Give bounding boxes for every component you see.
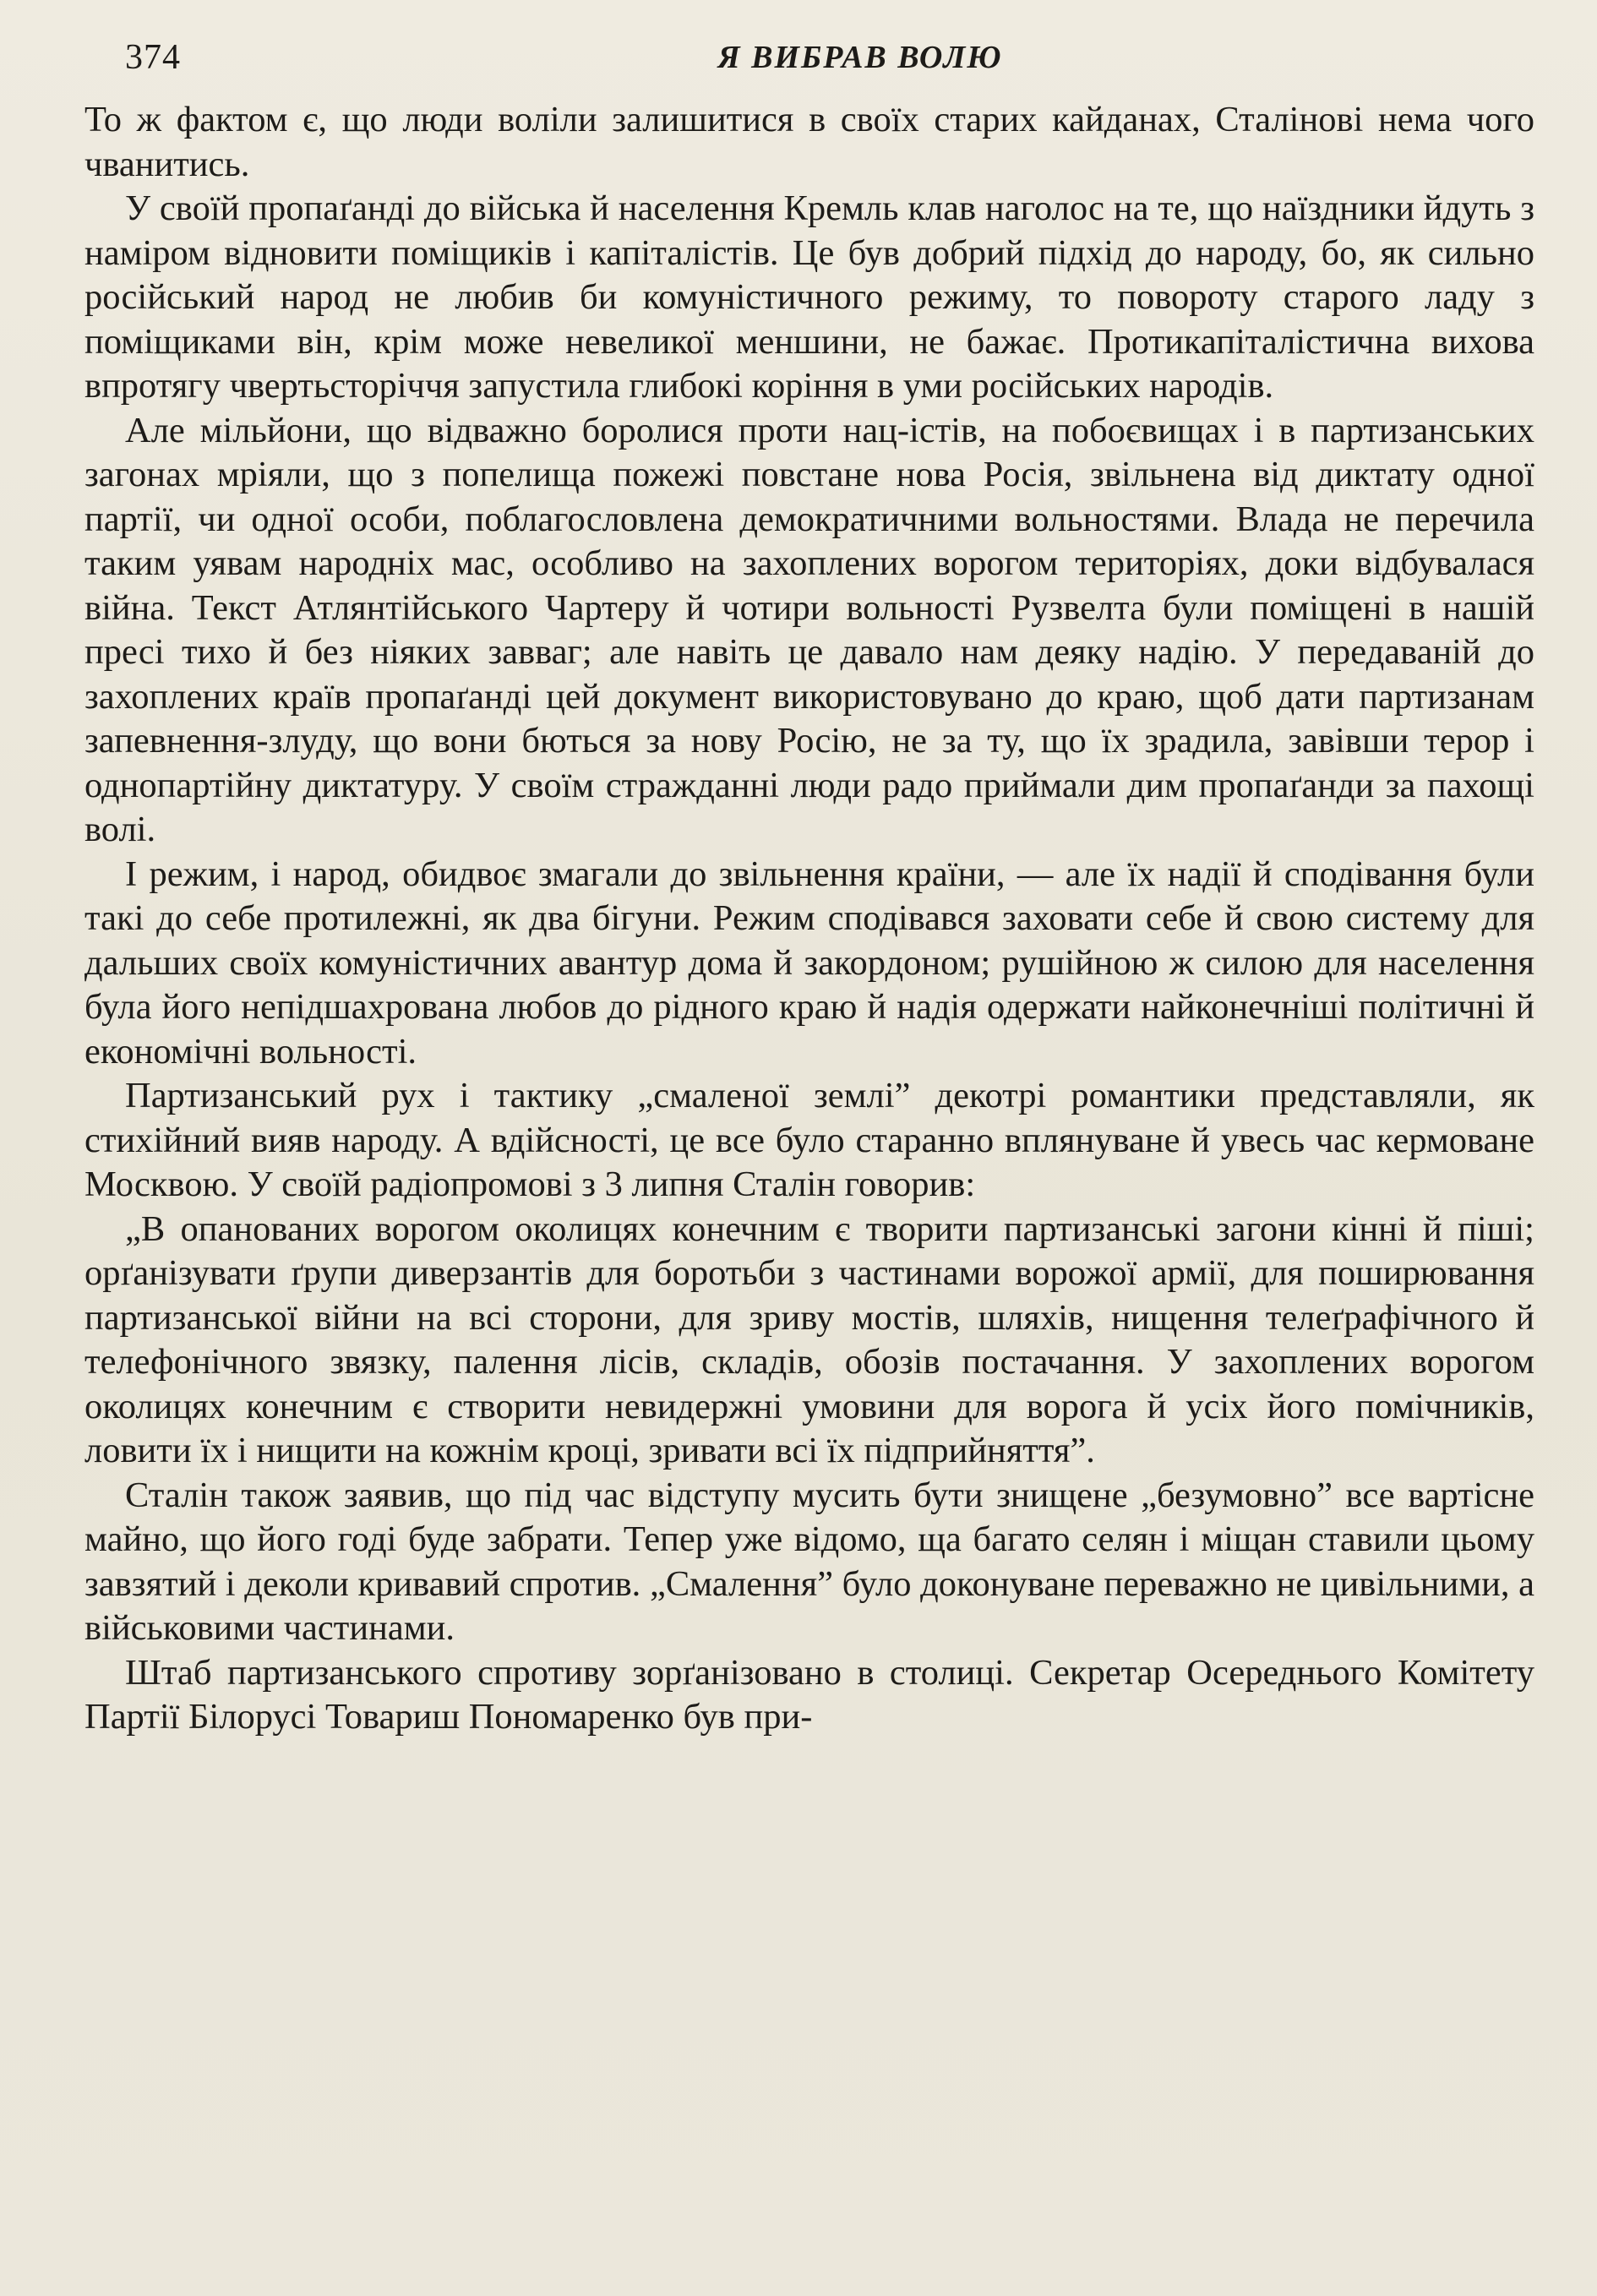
paragraph: Штаб партизанського спротиву зорґанізовано в столиці. Секретар Осереднього Комітету Партії Білорусі Товариш Пономаренко був при- xyxy=(84,1652,1534,1737)
page-number: 374 xyxy=(125,38,181,77)
paragraph: І режим, і народ, обидвоє змагали до звільнення країни, — але їх надії й сподівання були такі до себе протилежні, як два бігуни. Режим сподівався заховати себе й свою систему для дальших своїх комуністичних авантур дома й закордоном; рушійною ж силою для населення була його непідшахрована любов до рідного краю й надія одержати найконечніші політичні й економічні вольності. xyxy=(84,854,1534,1072)
paragraph: То ж фактом є, що люди воліли залишитися в своїх старих кайданах, Сталінові нема чого чванитись. xyxy=(84,100,1534,184)
page-header xyxy=(84,32,1534,86)
paragraph: Партизанський рух і тактику „смаленої землі” декотрі романтики представляли, як стихійний вияв народу. А вдійсності, це все було старанно вплянуване й увесь час кермоване Москвою. У своїй радіопромові з 3 липня Сталін говорив: xyxy=(84,1076,1534,1204)
body-text xyxy=(84,98,1534,1740)
running-title: Я ВИБРАВ ВОЛЮ xyxy=(717,40,1003,75)
quote-paragraph: „В опанованих ворогом околицях конечним є творити партизанські загони кінні й піші; орґанізувати ґрупи диверзантів для боротьби з частинами ворожої армії, для поширювання партизанської війни на всі сторони, для зриву мостів, шляхів, нищення телеґрафічного й телефонічного звязку, палення лісів, складів, обозів постачання. У захоплених ворогом околицях конечним є створити невидержні умовини для ворога й усіх його помічників, ловити їх і нищити на кожнім кроці, зривати всі їх підприйняття”. xyxy=(84,1208,1534,1470)
paragraph: У своїй пропаґанді до війська й населення Кремль клав наголос на те, що наїздники йдуть з наміром відновити поміщиків і капіталістів. Це був добрий підхід до народу, бо, як сильно російський народ не любив би комуністичного режиму, то повороту старого ладу з поміщиками він, крім може невеликої меншини, не бажає. Протикапіталістична вихова впротягу чвертьсторіччя запустила глибокі коріння в уми російських народів. xyxy=(84,188,1534,406)
paragraph: Але мільйони, що відважно боролися проти нац-істів, на побоєвищах і в партизанських загонах мріяли, що з попелища пожежі повстане нова Росія, звільнена від диктату одної партії, чи одної особи, поблагословлена демократичними вольностями. Влада не перечила таким уявам народніх мас, особливо на захоплених ворогом територіях, доки відбувалася війна. Текст Атлянтійського Чартеру й чотири вольності Рузвелта були поміщені в нашій пресі тихо й без ніяких завваг; але навіть це давало нам деяку надію. У передаваній до захоплених країв пропаґанді цей документ використовувано до краю, щоб дати партизанам запевнення-злуду, що вони бються за нову Росію, не за ту, що їх зрадила, завівши терор і однопартійну диктатуру. У своїм стражданні люди радо приймали дим пропаґанди за пахощі волі. xyxy=(84,410,1534,849)
paragraph: Сталін також заявив, що під час відступу мусить бути знищене „безумовно” все вартісне майно, що його годі буде забрати. Тепер уже відомо, ща багато селян і міщан ставили цьому завзятий і деколи кривавий спротив. „Смалення” було доконуване переважно не цивільними, а військовими частинами. xyxy=(84,1475,1534,1648)
